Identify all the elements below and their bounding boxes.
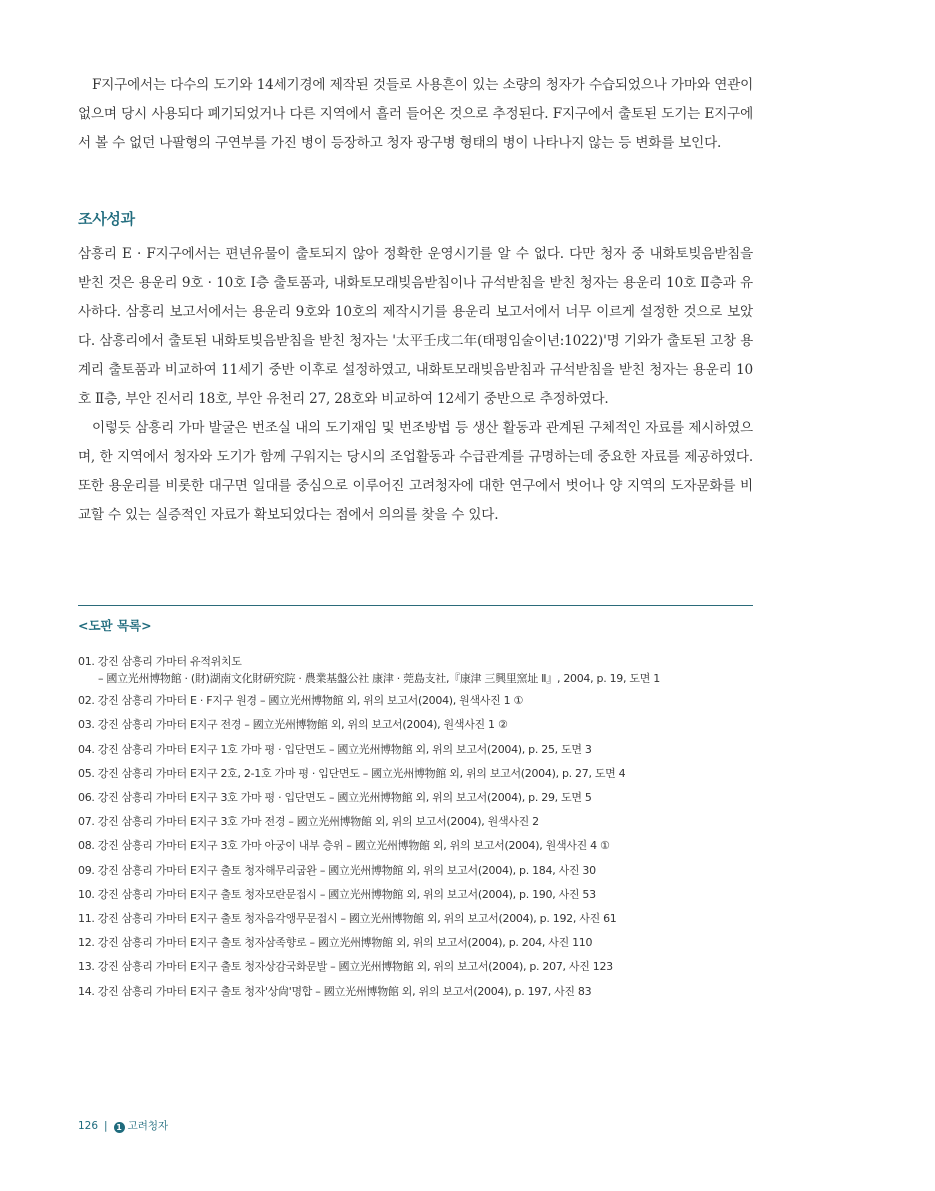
figure-list-item: 05. 강진 삼흥리 가마터 E지구 2호, 2-1호 가마 평 · 입단면도 – 國立光州博物館 외, 위의 보고서(2004), p. 27, 도면 4 — [78, 766, 626, 780]
figure-list-item: 14. 강진 삼흥리 가마터 E지구 출토 청자'상尙'명합 – 國立光州博物館 외, 위의 보고서(2004), p. 197, 사진 83 — [78, 984, 592, 998]
chapter-title: 고려청자 — [127, 1120, 169, 1132]
figure-list-item: 13. 강진 삼흥리 가마터 E지구 출토 청자상감국화문발 – 國立光州博物館 외, 위의 보고서(2004), p. 207, 사진 123 — [78, 960, 613, 974]
figure-list-item: 02. 강진 삼흥리 가마터 E · F지구 원경 – 國立光州博物館 외, 위의 보고서(2004), 원색사진 1 ① — [78, 694, 524, 708]
results-paragraph-1: 삼흥리 E · F지구에서는 편년유물이 출토되지 않아 정확한 운영시기를 알 수 없다. 다만 청자 중 내화토빚음받침을 받친 것은 용운리 9호 · 10호 Ⅰ층 출토품과, 내화토모래빚음받침이나 규석받침을 받친 청자는 용운리 10호 Ⅱ층과 유사하다. 삼흥리 보고서에서는 용운리 9호와 10호의 제작시기를 용운리 보고서에서 너무 이르게 설정한 것으로 보았다. 삼흥리에서 출토된 내화토빚음받침을 받친 청자는 '太平壬戌二年(태평임술이년:1022)'명 기와가 출토된 고창 용계리 출토품과 비교하여 11세기 중반 이후로 설정하였고, 내화토모래빚음받침과 규석받침을 받친 청자는 용운리 10호 Ⅱ층, 부안 진서리 18호, 부안 유천리 27, 28호와 비교하여 12세기 중반으로 추정하였다. — [78, 246, 753, 407]
figure-list-item: 12. 강진 삼흥리 가마터 E지구 출토 청자삼족향로 – 國立光州博物館 외, 위의 보고서(2004), p. 204, 사진 110 — [78, 936, 593, 950]
page-footer — [78, 1118, 168, 1133]
section-divider — [78, 605, 753, 606]
footer-separator: | — [104, 1120, 108, 1132]
intro-paragraph: F지구에서는 다수의 도기와 14세기경에 제작된 것들로 사용흔이 있는 소량의 청자가 수습되었으나 가마와 연관이 없으며 당시 사용되다 폐기되었거나 다른 지역에서 흘러 들어온 것으로 추정된다. F지구에서 출토된 도기는 E지구에서 볼 수 없던 나팔형의 구연부를 가진 병이 등장하고 청자 광구병 형태의 병이 나타나지 않는 등 변화를 보인다. — [78, 77, 753, 151]
figure-list-item: 09. 강진 삼흥리 가마터 E지구 출토 청자해무리굽완 – 國立光州博物館 외, 위의 보고서(2004), p. 184, 사진 30 — [78, 863, 596, 877]
figure-list-item-source: – 國立光州博物館 · (財)湖南文化財硏究院 · 農業基盤公社 康津 · 莞島支社,『康津 三興里窯址 Ⅱ』, 2004, p. 19, 도면 1 — [98, 672, 660, 686]
figure-list-item: 06. 강진 삼흥리 가마터 E지구 3호 가마 평 · 입단면도 – 國立光州博物館 외, 위의 보고서(2004), p. 29, 도면 5 — [78, 791, 592, 805]
page-number: 126 — [78, 1120, 99, 1132]
figure-list-item: 03. 강진 삼흥리 가마터 E지구 전경 – 國立光州博物館 외, 위의 보고서(2004), 원색사진 1 ② — [78, 718, 508, 732]
figure-list-item: 08. 강진 삼흥리 가마터 E지구 3호 가마 아궁이 내부 층위 – 國立光州博物館 외, 위의 보고서(2004), 원색사진 4 ① — [78, 839, 610, 853]
section-heading: 조사성과 — [78, 210, 135, 228]
figure-list-item: 07. 강진 삼흥리 가마터 E지구 3호 가마 전경 – 國立光州博物館 외, 위의 보고서(2004), 원색사진 2 — [78, 815, 539, 829]
chapter-number-badge: 1 — [114, 1122, 125, 1133]
figure-list-item: 11. 강진 삼흥리 가마터 E지구 출토 청자음각앵무문접시 – 國立光州博物館 외, 위의 보고서(2004), p. 192, 사진 61 — [78, 912, 617, 926]
figure-list-heading: <도판 목록> — [78, 618, 152, 633]
results-paragraph-2: 이렇듯 삼흥리 가마 발굴은 번조실 내의 도기재임 및 번조방법 등 생산 활동과 관계된 구체적인 자료를 제시하였으며, 한 지역에서 청자와 도기가 함께 구워지는 당시의 조업활동과 수급관계를 규명하는데 중요한 자료를 제공하였다. 또한 용운리를 비롯한 대구면 일대를 중심으로 이루어진 고려청자에 대한 연구에서 벗어나 양 지역의 도자문화를 비교할 수 있는 실증적인 자료가 확보되었다는 점에서 의의를 찾을 수 있다. — [78, 420, 753, 523]
figure-list — [78, 650, 758, 1004]
figure-list-item: 01. 강진 삼흥리 가마터 유적위치도 — [78, 655, 242, 668]
figure-list-item: 10. 강진 삼흥리 가마터 E지구 출토 청자모란문접시 – 國立光州博物館 외, 위의 보고서(2004), p. 190, 사진 53 — [78, 887, 596, 901]
figure-list-item: 04. 강진 삼흥리 가마터 E지구 1호 가마 평 · 입단면도 – 國立光州博物館 외, 위의 보고서(2004), p. 25, 도면 3 — [78, 742, 592, 756]
